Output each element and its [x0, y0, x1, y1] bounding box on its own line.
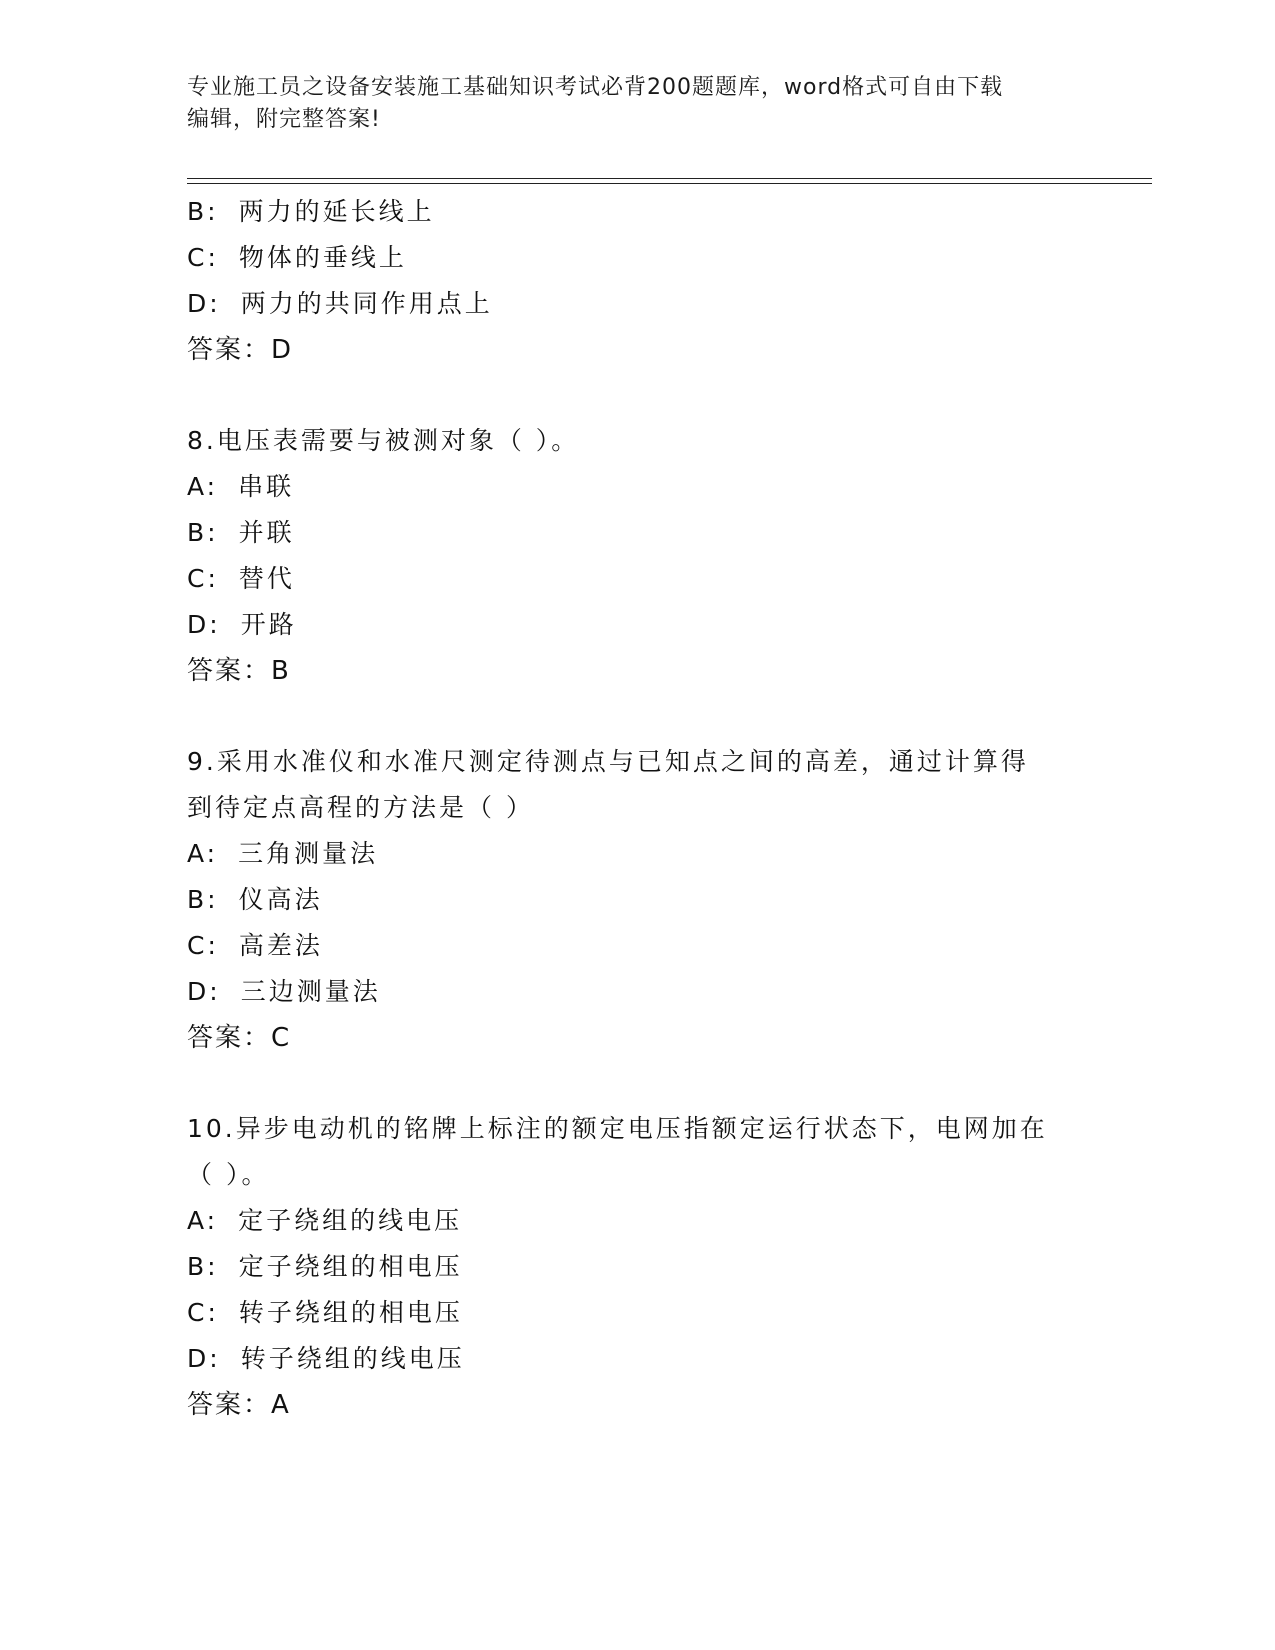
option-c — [187, 1290, 1087, 1336]
option-d — [187, 969, 1087, 1015]
option-label: C: — [187, 564, 219, 593]
option-text: 仪高法 — [238, 885, 323, 914]
question-stem: 8.电压表需要与被测对象（ ）。 — [187, 426, 580, 455]
option-text: 定子绕组的线电压 — [238, 1206, 463, 1235]
question-stem: 10.异步电动机的铭牌上标注的额定电压指额定运行状态下，电网加在 — [187, 1114, 1048, 1143]
question-8 — [187, 418, 1087, 694]
question-9 — [187, 739, 1087, 1061]
answer-line: 答案：D — [187, 335, 294, 365]
option-label: B: — [187, 885, 219, 914]
document-header — [187, 72, 1067, 136]
question-stem-continued: （ ）。 — [187, 1160, 270, 1189]
option-text: 串联 — [238, 472, 295, 501]
option-d — [187, 281, 1087, 327]
option-text: 高差法 — [238, 931, 323, 960]
option-label: B: — [187, 518, 219, 547]
option-a — [187, 464, 1087, 510]
option-text: 两力的共同作用点上 — [240, 289, 493, 318]
option-label: B: — [187, 1252, 219, 1281]
option-label: C: — [187, 243, 219, 272]
option-label: A: — [187, 472, 219, 501]
option-label: D: — [187, 610, 221, 639]
option-text: 开路 — [240, 610, 297, 639]
question-stem-continued: 到待定点高程的方法是（ ） — [187, 793, 534, 822]
question-7-continued — [187, 189, 1087, 373]
question-stem: 9.采用水准仪和水准尺测定待测点与已知点之间的高差，通过计算得 — [187, 747, 1029, 776]
option-text: 并联 — [238, 518, 295, 547]
option-text: 替代 — [238, 564, 295, 593]
header-line-1: 专业施工员之设备安装施工基础知识考试必背200题题库，word格式可自由下载 — [187, 75, 1004, 100]
option-text: 三边测量法 — [240, 977, 381, 1006]
option-label: B: — [187, 197, 219, 226]
option-label: C: — [187, 1298, 219, 1327]
option-label: C: — [187, 931, 219, 960]
option-d — [187, 602, 1087, 648]
option-a — [187, 831, 1087, 877]
option-text: 转子绕组的线电压 — [240, 1344, 465, 1373]
option-label: A: — [187, 839, 219, 868]
option-c — [187, 556, 1087, 602]
option-c — [187, 923, 1087, 969]
option-b — [187, 877, 1087, 923]
option-label: D: — [187, 977, 221, 1006]
option-b — [187, 1244, 1087, 1290]
option-label: A: — [187, 1206, 219, 1235]
option-text: 转子绕组的相电压 — [238, 1298, 463, 1327]
option-text: 定子绕组的相电压 — [238, 1252, 463, 1281]
option-b — [187, 189, 1087, 235]
header-line-2: 编辑，附完整答案! — [187, 107, 381, 132]
header-rule-bottom — [187, 183, 1152, 184]
answer-line: 答案：C — [187, 1023, 292, 1053]
option-c — [187, 235, 1087, 281]
answer-line: 答案：B — [187, 656, 291, 686]
answer-line: 答案：A — [187, 1390, 291, 1420]
question-content — [187, 189, 1087, 1428]
option-text: 三角测量法 — [238, 839, 379, 868]
option-text: 物体的垂线上 — [238, 243, 407, 272]
header-rule-top — [187, 178, 1152, 179]
question-10 — [187, 1106, 1087, 1428]
option-label: D: — [187, 1344, 221, 1373]
option-b — [187, 510, 1087, 556]
option-label: D: — [187, 289, 221, 318]
option-d — [187, 1336, 1087, 1382]
option-text: 两力的延长线上 — [238, 197, 435, 226]
option-a — [187, 1198, 1087, 1244]
